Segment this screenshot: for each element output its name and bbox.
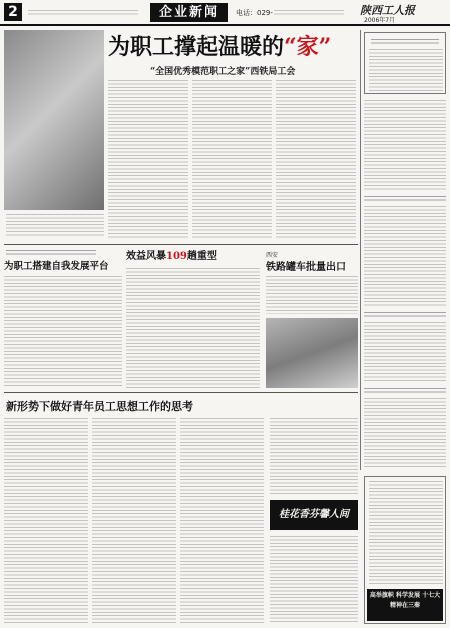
right-story-2-title	[364, 196, 446, 203]
right-bottom-body	[369, 481, 443, 585]
lead-body-col-2	[192, 80, 272, 240]
lead-photo	[4, 30, 104, 210]
bottom-body-col-2	[92, 418, 176, 624]
masthead-contact	[274, 10, 344, 15]
right-bottom-banner: 高举旗帜 科学发展 十七大精神在三秦	[367, 589, 443, 621]
left-mid-kicker	[6, 250, 96, 256]
left-mid-body	[4, 276, 122, 388]
right-column-rule	[360, 30, 361, 470]
rail-headline-tag: 西安	[266, 252, 279, 259]
calligraphy-banner	[270, 500, 358, 530]
bottom-body-col-4	[270, 418, 358, 496]
left-mid-headline: 为职工搭建自我发展平台	[4, 261, 109, 272]
center-headline-num: 109	[166, 251, 187, 262]
center-headline-b: 趟重型	[186, 251, 217, 262]
divider-2	[4, 392, 358, 393]
right-story-4-title	[364, 388, 446, 395]
bottom-body-col-1	[4, 418, 88, 624]
right-story-3	[364, 322, 446, 382]
lead-subhead: “全国优秀模范职工之家”西铁局工会	[150, 67, 296, 77]
center-headline-a: 效益风暴	[126, 251, 166, 262]
bottom-body-col-4b	[270, 536, 358, 624]
bottom-headline: 新形势下做好青年员工思想工作的思考	[6, 400, 193, 413]
rail-headline: 铁路罐车批量出口	[266, 262, 346, 273]
lead-body-col-1	[108, 80, 188, 240]
section-title: 企业新闻	[150, 3, 228, 22]
right-story-1	[364, 100, 446, 190]
issue-date: 2006年7月	[364, 17, 396, 24]
masthead-editors	[28, 10, 138, 16]
right-bottom-box	[364, 476, 446, 624]
right-story-3-title	[364, 312, 446, 319]
center-body	[126, 268, 260, 388]
masthead-phone: 电话：029-	[236, 9, 273, 17]
center-headline	[126, 250, 260, 264]
lead-headline-text: 为职工撑起温暖的	[108, 34, 285, 60]
rail-photo	[266, 318, 358, 388]
lead-photo-caption	[6, 214, 104, 236]
bottom-body-col-3	[180, 418, 264, 624]
right-story-2	[364, 206, 446, 306]
right-box-1	[364, 32, 446, 94]
lead-headline	[108, 32, 356, 62]
calligraphy-banner-text: 桂花香芬馨人间	[279, 509, 349, 520]
lead-headline-quote: “家”	[284, 34, 332, 60]
rail-body	[266, 276, 358, 314]
paper-name: 陕西工人报	[360, 4, 415, 17]
masthead	[0, 0, 450, 26]
right-box-1-title	[371, 39, 439, 45]
right-box-1-body	[369, 49, 443, 91]
page-number: 2	[4, 3, 22, 21]
divider-1	[4, 244, 358, 245]
right-story-4	[364, 398, 446, 468]
lead-body-col-3	[276, 80, 356, 240]
